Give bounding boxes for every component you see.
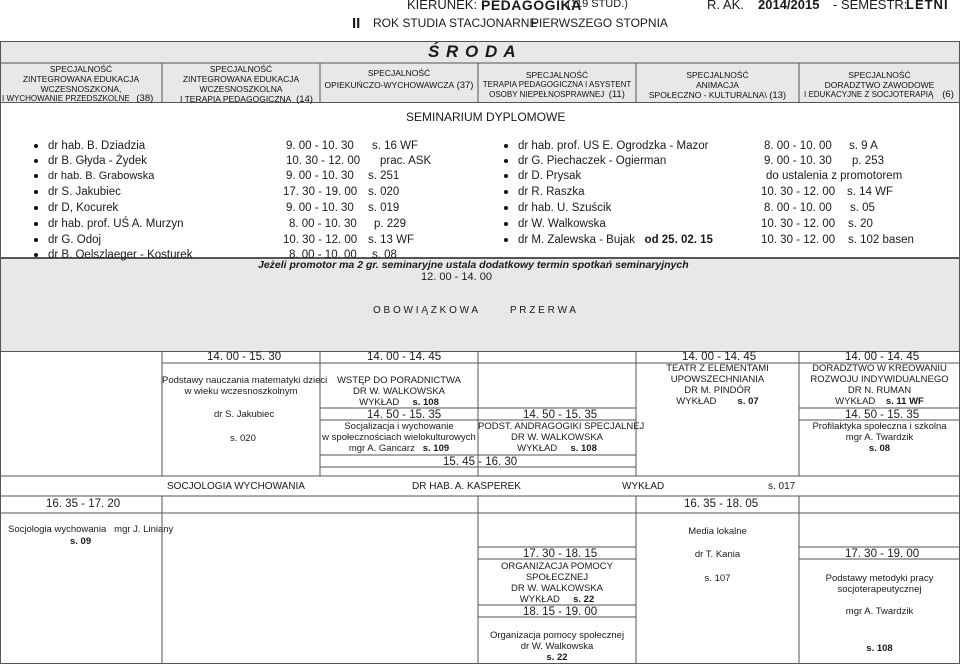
- course-room: s. 11 WF: [885, 396, 924, 407]
- course-type: WYKŁAD: [359, 397, 400, 408]
- seminar-name: dr B. Głyda - Żydek: [48, 155, 148, 167]
- spec-count: (37): [456, 80, 474, 91]
- course-title: Media lokalne: [688, 526, 747, 537]
- break-label-b: P R Z E R W A: [510, 305, 576, 316]
- bullet-icon: [34, 238, 38, 242]
- spec-title: SPECJALNOŚĆ: [367, 68, 431, 78]
- course-type: [478, 594, 636, 605]
- course-cell: [478, 561, 636, 605]
- course-type: WYKŁAD: [519, 594, 560, 605]
- seminar-time: 10. 30 - 12. 00: [283, 234, 358, 246]
- specialization-5: [636, 70, 799, 101]
- spec-line: WCZESNOSZKOLNA: [199, 84, 283, 94]
- course-teacher: [320, 443, 478, 454]
- study-line: ROK STUDIA STACJONARNE: [373, 16, 538, 30]
- spec-line: ZINTEGROWANA EDUKACJA: [182, 74, 300, 84]
- semester-value: LETNI: [906, 0, 949, 12]
- time-slot: 17. 30 - 18. 15: [523, 548, 598, 560]
- course-teacher: DR W. WALKOWSKA: [510, 432, 604, 443]
- course-room: s. 07: [737, 396, 759, 407]
- list-item: [504, 140, 708, 152]
- course-teacher: DR W. WALKOWSKA: [510, 583, 604, 594]
- course-cell: [162, 375, 328, 397]
- spec-title: SPECJALNOŚĆ: [525, 70, 589, 80]
- list-item: [34, 202, 118, 214]
- bullet-icon: [34, 190, 38, 194]
- seminar-name: dr G. Odoj: [48, 234, 102, 246]
- time-slot: 14. 50 - 15. 35: [523, 409, 598, 421]
- list-item: [34, 170, 154, 182]
- course-cell: [478, 630, 636, 663]
- specialization-4: [478, 70, 636, 100]
- time-slot: 15. 45 - 16. 30: [443, 456, 518, 468]
- year-roman: II: [352, 15, 361, 32]
- spec-count: (14): [296, 94, 313, 105]
- course-title: Socjalizacja i wychowanie: [344, 421, 454, 432]
- course-type: WYKŁAD: [517, 443, 558, 454]
- spec-line: I WYCHOWANIE PRZEDSZKOLNE: [2, 94, 130, 103]
- bullet-icon: [34, 253, 38, 257]
- list-item: [504, 170, 581, 182]
- bullet-icon: [34, 174, 38, 178]
- seminar-time: 8. 00 - 10. 30: [289, 218, 357, 230]
- course-title: Podstawy nauczania matematyki dzieci: [162, 375, 328, 386]
- course-title: TEATR Z ELEMENTAMI: [666, 363, 769, 374]
- seminar-time: 17. 30 - 19. 00: [283, 186, 358, 198]
- spec-line: ANIMACJA: [696, 80, 739, 90]
- spec-count: (11): [608, 89, 625, 100]
- course-cell: [636, 526, 799, 537]
- course-room: s. 107: [704, 573, 731, 584]
- course-title: socjoterapeutycznej: [837, 584, 922, 595]
- bullet-icon: [34, 222, 38, 226]
- list-item: [34, 155, 147, 167]
- course-teacher: dr T. Kania: [694, 549, 741, 560]
- course-title: UPOWSZECHNIANIA: [670, 374, 765, 385]
- seminar-time: 8. 00 - 10. 00: [289, 249, 357, 261]
- seminar-name: dr G. Piechaczek - Ogierman: [518, 155, 667, 167]
- course-title: Socjologia wychowania: [8, 524, 107, 535]
- course-teacher: mgr A. Gancarz: [348, 443, 415, 454]
- course-title: [8, 524, 173, 536]
- spec-title: SPECJALNOŚĆ: [49, 64, 113, 74]
- spec-count: (38): [136, 93, 154, 104]
- course-cell: [320, 421, 478, 454]
- course-cell: [799, 421, 960, 454]
- lecture-title: SOCJOLOGIA WYCHOWANIA: [167, 481, 305, 492]
- course-teacher: dr W. Walkowska: [520, 641, 594, 652]
- seminar-name: dr W. Walkowska: [518, 218, 606, 230]
- course-cell: [8, 524, 173, 548]
- seminar-room: s. 16 WF: [372, 140, 419, 152]
- course-room: s. 020: [230, 433, 256, 444]
- spec-line: [799, 90, 960, 100]
- spec-count: (13): [769, 90, 787, 101]
- list-item: [504, 234, 713, 246]
- course-teacher: mgr A. Twardzik: [845, 606, 914, 617]
- course-teacher: mgr A. Twardzik: [845, 432, 914, 443]
- specialization-3: [320, 68, 478, 91]
- spec-line: TERAPIA PEDAGOGICZNA I ASYSTENT: [482, 80, 632, 89]
- seminar-room: s. 019: [368, 202, 400, 214]
- time-slot: 14. 50 - 15. 35: [367, 409, 442, 421]
- seminar-name: dr R. Raszka: [518, 186, 585, 198]
- seminar-time: 9. 00 - 10. 30: [286, 202, 354, 214]
- course-room: s. 108: [570, 443, 597, 454]
- course-cell: [478, 421, 645, 454]
- seminar-room: s. 20: [848, 218, 873, 230]
- course-title: w społecznościach wielokulturowych: [322, 432, 476, 443]
- course-room: s. 09: [70, 536, 92, 547]
- seminar-time: 9. 00 - 10. 30: [286, 170, 354, 182]
- course-type: WYKŁAD: [676, 396, 717, 407]
- spec-title: SPECJALNOŚĆ: [686, 70, 749, 80]
- course-title: ROZWOJU INDYWIDUALNEGO: [810, 374, 949, 385]
- seminar-room: s. 9 A: [849, 140, 878, 152]
- bullet-icon: [34, 206, 38, 210]
- spec-count: (6): [942, 89, 954, 100]
- course-room: s. 22: [546, 652, 568, 663]
- course-type: [478, 443, 636, 454]
- seminar-time: 10. 30 - 12. 00: [761, 234, 836, 246]
- seminar-room: s. 020: [368, 186, 400, 198]
- seminar-name: dr hab. B. Dziadzia: [48, 140, 146, 152]
- course-title: WSTĘP DO PORADNICTWA: [336, 375, 462, 386]
- seminar-name: dr hab. prof. UŚ A. Murzyn: [48, 218, 184, 230]
- seminar-room: s. 08: [372, 249, 397, 261]
- seminar-title: SEMINARIUM DYPLOMOWE: [406, 110, 566, 124]
- bullet-icon: [504, 144, 508, 148]
- kierunek-label: KIERUNEK:: [407, 0, 478, 12]
- course-type: [320, 397, 478, 408]
- course-type: [636, 396, 799, 407]
- course-type: WYKŁAD: [835, 396, 876, 407]
- time-slot: 14. 00 - 14. 45: [845, 351, 920, 363]
- bullet-icon: [34, 144, 38, 148]
- course-cell: [320, 375, 478, 408]
- spec-line: OSOBY NIEPEŁNOSPRAWNEJ: [489, 90, 605, 99]
- course-title: DORADZTWO W KREOWANIU: [812, 363, 947, 374]
- seminar-room: p. 253: [852, 155, 884, 167]
- seminar-name: dr hab. B. Grabowska: [48, 170, 155, 182]
- spec-line: OPIEKUŃCZO-WYCHOWAWCZA: [324, 80, 455, 90]
- bullet-icon: [504, 174, 508, 178]
- seminar-room: s. 102 basen: [848, 234, 914, 246]
- course-room: s. 108: [412, 397, 439, 408]
- specialization-2: [162, 64, 320, 105]
- course-teacher: DR W. WALKOWSKA: [352, 386, 446, 397]
- bullet-icon: [504, 238, 508, 242]
- seminar-time: 10. 30 - 12. 00: [761, 186, 836, 198]
- kierunek-value: PEDAGOGIKA: [481, 0, 582, 13]
- student-count: (119 STUD.): [567, 0, 628, 10]
- course-title: SPOŁECZNEJ: [525, 572, 589, 583]
- spec-title: SPECJALNOŚĆ: [848, 70, 911, 80]
- seminar-name: dr D. Prysak: [518, 170, 582, 182]
- seminar-room: s. 14 WF: [847, 186, 894, 198]
- list-item: [504, 186, 584, 198]
- year-value: 2014/2015: [758, 0, 820, 12]
- list-item: [34, 234, 101, 246]
- time-slot: 18. 15 - 19. 00: [523, 606, 598, 618]
- spec-line: I TERAPIA PEDAGOGICZNA: [180, 94, 292, 104]
- seminar-time: 10. 30 - 12. 00: [761, 218, 836, 230]
- course-title: Organizacja pomocy społecznej: [489, 630, 625, 641]
- semester-label: - SEMESTR:: [833, 0, 908, 12]
- seminar-room: s. 05: [850, 202, 875, 214]
- list-item: [34, 249, 192, 261]
- spec-line: [320, 80, 478, 91]
- course-cell: [636, 363, 799, 407]
- seminar-name: dr S. Jakubiec: [48, 186, 121, 198]
- course-teacher: mgr J. Liniany: [114, 524, 174, 535]
- course-title: w wieku wczesnoszkolnym: [184, 386, 298, 397]
- spec-line: I EDUKACYJNE Z SOCJOTERAPIĄ: [804, 90, 934, 99]
- spec-line: [162, 94, 320, 105]
- time-slot: 14. 50 - 15. 35: [845, 409, 920, 421]
- time-slot: 14. 00 - 14. 45: [682, 351, 757, 363]
- year-label: R. AK.: [707, 0, 744, 12]
- bullet-icon: [34, 159, 38, 163]
- course-type: [799, 396, 960, 407]
- promotor-note: Jeżeli promotor ma 2 gr. seminaryjne ustala dodatkowy termin spotkań seminaryjnych: [258, 259, 689, 271]
- list-item: [504, 155, 666, 167]
- course-teacher: DR M. PINDÓR: [684, 385, 751, 396]
- course-title: Profilaktyka społeczna i szkolna: [812, 421, 947, 432]
- time-slot: 17. 30 - 19. 00: [845, 548, 920, 560]
- spec-line: WCZESNOSZKONA,: [40, 84, 122, 94]
- bullet-icon: [504, 159, 508, 163]
- day-title: Ś R O D A: [428, 42, 517, 61]
- seminar-room: p. 229: [374, 218, 406, 230]
- course-room: s. 109: [422, 443, 450, 454]
- degree-line: PIERWSZEGO STOPNIA: [531, 16, 668, 30]
- bullet-icon: [504, 206, 508, 210]
- spec-line: [478, 90, 636, 100]
- list-item: [34, 218, 184, 230]
- course-room: s. 08: [868, 443, 891, 454]
- specialization-6: [799, 70, 960, 100]
- lecture-teacher: DR HAB. A. KASPEREK: [412, 481, 521, 492]
- bullet-icon: [504, 222, 508, 226]
- course-room: s. 108: [866, 643, 893, 654]
- list-item: [34, 186, 121, 198]
- spec-line: ZINTEGROWANA EDUKACJA: [22, 74, 140, 84]
- time-slot: 16. 35 - 17. 20: [46, 498, 121, 510]
- specialization-1: [0, 64, 162, 104]
- list-item: [34, 140, 145, 152]
- lecture-type: WYKŁAD: [622, 481, 665, 492]
- seminar-time: 9. 00 - 10. 30: [286, 140, 354, 152]
- spec-line: [636, 90, 799, 101]
- bullet-icon: [504, 190, 508, 194]
- seminar-extra: od 25. 02. 15: [644, 234, 713, 246]
- seminar-time: 10. 30 - 12. 00: [286, 155, 361, 167]
- course-title: PODST. ANDRAGOGIKI SPECJALNEJ: [478, 421, 645, 432]
- course-cell: [799, 573, 960, 595]
- seminar-name: dr B. Oelszlaeger - Kosturek: [48, 249, 193, 261]
- seminar-name: dr M. Zalewska - Bujak: [518, 234, 635, 246]
- seminar-room: s. 13 WF: [368, 234, 415, 246]
- spec-line: DORADZTWO ZAWODOWE: [824, 80, 935, 90]
- promotor-time: 12. 00 - 14. 00: [421, 271, 492, 283]
- seminar-name: dr D, Kocurek: [48, 202, 119, 214]
- seminar-room: prac. ASK: [380, 155, 432, 167]
- spec-line: [0, 94, 162, 104]
- time-slot: 14. 00 - 15. 30: [207, 351, 282, 363]
- list-item: [504, 202, 611, 214]
- spec-line: SPOŁECZNO - KULTURALNA\: [648, 90, 767, 100]
- time-slot: 16. 35 - 18. 05: [684, 498, 759, 510]
- course-teacher: DR N. RUMAN: [847, 385, 912, 396]
- course-teacher: dr S. Jakubiec: [214, 409, 275, 420]
- break-label-a: O B O W I Ą Z K O W A: [373, 305, 479, 316]
- seminar-time: 8. 00 - 10. 00: [764, 202, 832, 214]
- seminar-room: s. 251: [368, 170, 400, 182]
- seminar-room: do ustalenia z promotorem: [766, 170, 903, 182]
- seminar-name: dr hab. prof. US E. Ogrodzka - Mazor: [518, 140, 709, 152]
- seminar-time: 9. 00 - 10. 30: [764, 155, 832, 167]
- list-item: [504, 218, 606, 230]
- seminar-time: 8. 00 - 10. 00: [764, 140, 832, 152]
- lecture-room: s. 017: [768, 481, 796, 492]
- course-cell: [799, 363, 960, 407]
- time-slot: 14. 00 - 14. 45: [367, 351, 442, 363]
- course-room: s. 22: [573, 594, 595, 605]
- seminar-name: dr hab. U. Szuścik: [518, 202, 612, 214]
- course-title: ORGANIZACJA POMOCY: [501, 561, 613, 572]
- spec-title: SPECJALNOŚĆ: [209, 64, 273, 74]
- course-title: Podstawy metodyki pracy: [825, 573, 934, 584]
